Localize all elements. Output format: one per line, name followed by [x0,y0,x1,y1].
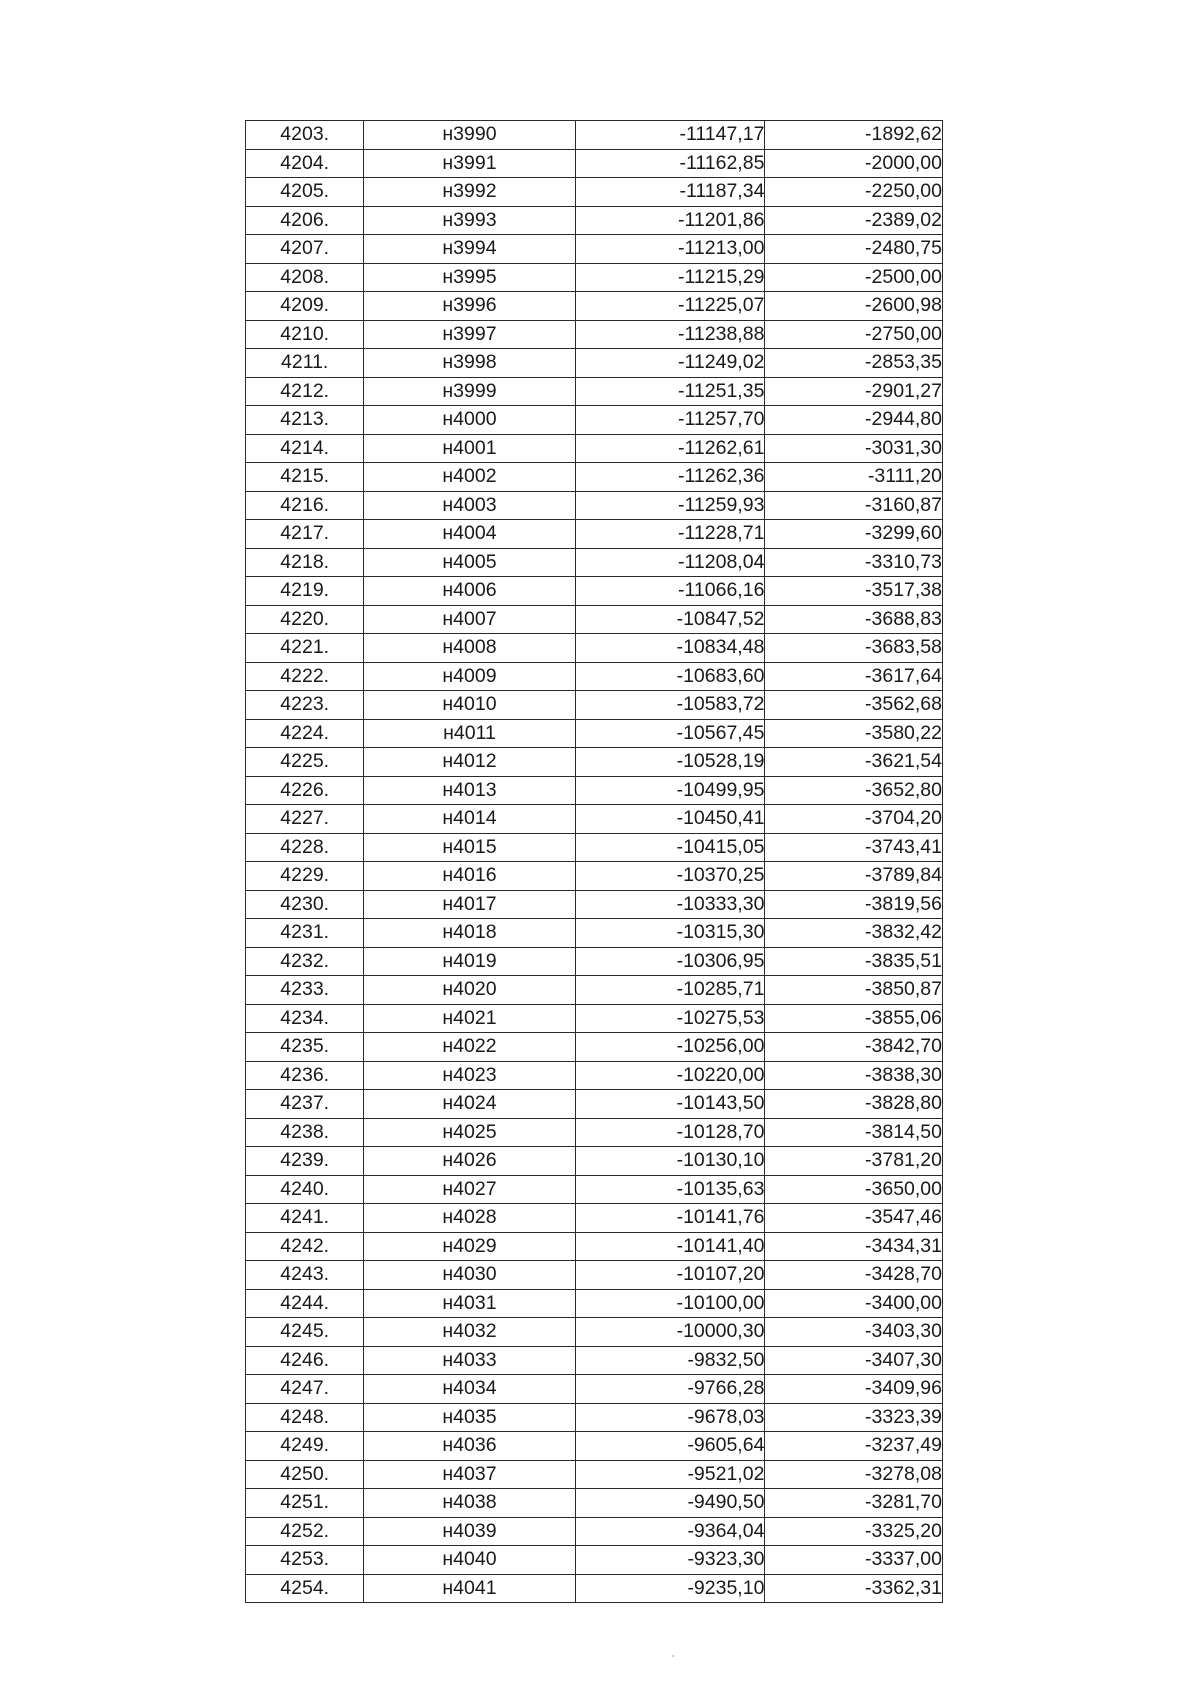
point-name-cell: н4022 [364,1033,575,1062]
y-coordinate-cell: -3828,80 [765,1090,943,1119]
point-name-cell: н4017 [364,890,575,919]
y-coordinate-cell: -3743,41 [765,833,943,862]
point-number-cell: 4247. [246,1375,364,1404]
y-coordinate-cell: -3814,50 [765,1118,943,1147]
point-name-cell: н3994 [364,235,575,264]
table-row [246,1175,943,1204]
x-coordinate-cell: -11162,85 [575,149,765,178]
point-number-cell: 4203. [246,121,364,150]
point-name-cell: н4020 [364,976,575,1005]
table-row [246,349,943,378]
table-row [246,1403,943,1432]
table-row [246,1090,943,1119]
point-number-cell: 4251. [246,1489,364,1518]
y-coordinate-cell: -2500,00 [765,263,943,292]
x-coordinate-cell: -9323,30 [575,1546,765,1575]
y-coordinate-cell: -3650,00 [765,1175,943,1204]
y-coordinate-cell: -3400,00 [765,1289,943,1318]
table-row [246,377,943,406]
table-row [246,577,943,606]
y-coordinate-cell: -3278,08 [765,1460,943,1489]
point-number-cell: 4232. [246,947,364,976]
y-coordinate-cell: -3325,20 [765,1517,943,1546]
y-coordinate-cell: -3855,06 [765,1004,943,1033]
x-coordinate-cell: -10256,00 [575,1033,765,1062]
point-number-cell: 4210. [246,320,364,349]
y-coordinate-cell: -3547,46 [765,1204,943,1233]
y-coordinate-cell: -3237,49 [765,1432,943,1461]
point-name-cell: н4035 [364,1403,575,1432]
point-name-cell: н4028 [364,1204,575,1233]
point-number-cell: 4233. [246,976,364,1005]
x-coordinate-cell: -10499,95 [575,776,765,805]
y-coordinate-cell: -2853,35 [765,349,943,378]
x-coordinate-cell: -11249,02 [575,349,765,378]
table-row [246,149,943,178]
point-name-cell: н3998 [364,349,575,378]
x-coordinate-cell: -11215,29 [575,263,765,292]
point-name-cell: н4015 [364,833,575,862]
table-row [246,121,943,150]
x-coordinate-cell: -10141,76 [575,1204,765,1233]
table-row [246,776,943,805]
point-name-cell: н4013 [364,776,575,805]
y-coordinate-cell: -1892,62 [765,121,943,150]
point-name-cell: н4018 [364,919,575,948]
point-number-cell: 4228. [246,833,364,862]
point-number-cell: 4208. [246,263,364,292]
x-coordinate-cell: -10315,30 [575,919,765,948]
point-name-cell: н4007 [364,605,575,634]
x-coordinate-cell: -10567,45 [575,719,765,748]
point-name-cell: н4033 [364,1346,575,1375]
table-row [246,1289,943,1318]
x-coordinate-cell: -9364,04 [575,1517,765,1546]
point-number-cell: 4241. [246,1204,364,1233]
point-number-cell: 4237. [246,1090,364,1119]
point-name-cell: н4038 [364,1489,575,1518]
point-number-cell: 4248. [246,1403,364,1432]
table-row [246,292,943,321]
y-coordinate-cell: -2901,27 [765,377,943,406]
table-row [246,1517,943,1546]
point-number-cell: 4217. [246,520,364,549]
point-number-cell: 4212. [246,377,364,406]
point-name-cell: н4023 [364,1061,575,1090]
table-row [246,919,943,948]
table-row [246,520,943,549]
point-name-cell: н3992 [364,178,575,207]
x-coordinate-cell: -10306,95 [575,947,765,976]
point-name-cell: н3990 [364,121,575,150]
table-row [246,1489,943,1518]
x-coordinate-cell: -9235,10 [575,1574,765,1603]
y-coordinate-cell: -3580,22 [765,719,943,748]
point-name-cell: н4029 [364,1232,575,1261]
x-coordinate-cell: -11066,16 [575,577,765,606]
table-row [246,1232,943,1261]
x-coordinate-cell: -10141,40 [575,1232,765,1261]
point-number-cell: 4240. [246,1175,364,1204]
table-row [246,1147,943,1176]
x-coordinate-cell: -10130,10 [575,1147,765,1176]
point-name-cell: н4031 [364,1289,575,1318]
point-number-cell: 4224. [246,719,364,748]
point-name-cell: н4001 [364,434,575,463]
point-number-cell: 4235. [246,1033,364,1062]
x-coordinate-cell: -10415,05 [575,833,765,862]
y-coordinate-cell: -3842,70 [765,1033,943,1062]
point-name-cell: н4003 [364,491,575,520]
point-number-cell: 4249. [246,1432,364,1461]
point-name-cell: н4037 [364,1460,575,1489]
table-row [246,1346,943,1375]
point-number-cell: 4246. [246,1346,364,1375]
x-coordinate-cell: -11262,36 [575,463,765,492]
table-row [246,434,943,463]
point-number-cell: 4220. [246,605,364,634]
x-coordinate-cell: -11238,88 [575,320,765,349]
y-coordinate-cell: -3781,20 [765,1147,943,1176]
x-coordinate-cell: -9490,50 [575,1489,765,1518]
point-number-cell: 4222. [246,662,364,691]
point-name-cell: н4034 [364,1375,575,1404]
point-number-cell: 4226. [246,776,364,805]
point-name-cell: н4002 [364,463,575,492]
point-number-cell: 4229. [246,862,364,891]
x-coordinate-cell: -11228,71 [575,520,765,549]
y-coordinate-cell: -3704,20 [765,805,943,834]
table-row [246,691,943,720]
point-number-cell: 4252. [246,1517,364,1546]
x-coordinate-cell: -11147,17 [575,121,765,150]
x-coordinate-cell: -10220,00 [575,1061,765,1090]
table-row [246,178,943,207]
point-number-cell: 4218. [246,548,364,577]
y-coordinate-cell: -3562,68 [765,691,943,720]
point-name-cell: н3997 [364,320,575,349]
point-name-cell: н3996 [364,292,575,321]
table-row [246,1432,943,1461]
point-name-cell: н4032 [364,1318,575,1347]
point-name-cell: н3991 [364,149,575,178]
point-name-cell: н4010 [364,691,575,720]
table-row [246,947,943,976]
y-coordinate-cell: -3683,58 [765,634,943,663]
point-number-cell: 4215. [246,463,364,492]
point-name-cell: н4000 [364,406,575,435]
point-number-cell: 4214. [246,434,364,463]
table-row [246,605,943,634]
table-row [246,235,943,264]
table-row [246,662,943,691]
point-number-cell: 4223. [246,691,364,720]
point-name-cell: н3999 [364,377,575,406]
point-number-cell: 4242. [246,1232,364,1261]
y-coordinate-cell: -3789,84 [765,862,943,891]
point-number-cell: 4216. [246,491,364,520]
y-coordinate-cell: -3838,30 [765,1061,943,1090]
coordinates-table [245,120,943,1603]
table-row [246,406,943,435]
x-coordinate-cell: -11251,35 [575,377,765,406]
y-coordinate-cell: -2944,80 [765,406,943,435]
table-row [246,805,943,834]
point-number-cell: 4221. [246,634,364,663]
y-coordinate-cell: -2250,00 [765,178,943,207]
point-number-cell: 4236. [246,1061,364,1090]
y-coordinate-cell: -2600,98 [765,292,943,321]
point-name-cell: н3995 [364,263,575,292]
y-coordinate-cell: -3835,51 [765,947,943,976]
y-coordinate-cell: -3111,20 [765,463,943,492]
y-coordinate-cell: -3832,42 [765,919,943,948]
point-number-cell: 4211. [246,349,364,378]
point-name-cell: н4040 [364,1546,575,1575]
x-coordinate-cell: -10275,53 [575,1004,765,1033]
y-coordinate-cell: -3310,73 [765,548,943,577]
table-row [246,1574,943,1603]
point-number-cell: 4238. [246,1118,364,1147]
y-coordinate-cell: -3403,30 [765,1318,943,1347]
y-coordinate-cell: -3850,87 [765,976,943,1005]
x-coordinate-cell: -10100,00 [575,1289,765,1318]
point-name-cell: н4012 [364,748,575,777]
x-coordinate-cell: -10285,71 [575,976,765,1005]
point-name-cell: н4039 [364,1517,575,1546]
point-number-cell: 4207. [246,235,364,264]
x-coordinate-cell: -10370,25 [575,862,765,891]
point-name-cell: н4019 [364,947,575,976]
point-number-cell: 4254. [246,1574,364,1603]
table-row [246,320,943,349]
x-coordinate-cell: -11187,34 [575,178,765,207]
x-coordinate-cell: -9832,50 [575,1346,765,1375]
point-name-cell: н4024 [364,1090,575,1119]
table-row [246,1033,943,1062]
y-coordinate-cell: -3428,70 [765,1261,943,1290]
x-coordinate-cell: -10143,50 [575,1090,765,1119]
table-row [246,491,943,520]
table-row [246,1204,943,1233]
point-number-cell: 4230. [246,890,364,919]
x-coordinate-cell: -10683,60 [575,662,765,691]
y-coordinate-cell: -3819,56 [765,890,943,919]
x-coordinate-cell: -9521,02 [575,1460,765,1489]
table-row [246,263,943,292]
point-name-cell: н4021 [364,1004,575,1033]
y-coordinate-cell: -3621,54 [765,748,943,777]
point-name-cell: н4014 [364,805,575,834]
table-row [246,548,943,577]
point-name-cell: н4005 [364,548,575,577]
x-coordinate-cell: -11257,70 [575,406,765,435]
point-number-cell: 4213. [246,406,364,435]
point-number-cell: 4250. [246,1460,364,1489]
point-number-cell: 4209. [246,292,364,321]
point-number-cell: 4231. [246,919,364,948]
x-coordinate-cell: -10333,30 [575,890,765,919]
point-name-cell: н4036 [364,1432,575,1461]
point-name-cell: н4041 [364,1574,575,1603]
table-row [246,748,943,777]
table-row [246,1318,943,1347]
point-number-cell: 4219. [246,577,364,606]
x-coordinate-cell: -11213,00 [575,235,765,264]
y-coordinate-cell: -3409,96 [765,1375,943,1404]
point-name-cell: н4027 [364,1175,575,1204]
x-coordinate-cell: -10107,20 [575,1261,765,1290]
point-number-cell: 4225. [246,748,364,777]
point-number-cell: 4245. [246,1318,364,1347]
point-name-cell: н4030 [364,1261,575,1290]
point-number-cell: 4227. [246,805,364,834]
x-coordinate-cell: -10528,19 [575,748,765,777]
y-coordinate-cell: -3434,31 [765,1232,943,1261]
y-coordinate-cell: -3160,87 [765,491,943,520]
x-coordinate-cell: -10135,63 [575,1175,765,1204]
point-number-cell: 4234. [246,1004,364,1033]
table-row [246,719,943,748]
x-coordinate-cell: -9766,28 [575,1375,765,1404]
point-number-cell: 4205. [246,178,364,207]
y-coordinate-cell: -3617,64 [765,662,943,691]
x-coordinate-cell: -9605,64 [575,1432,765,1461]
x-coordinate-cell: -11259,93 [575,491,765,520]
x-coordinate-cell: -9678,03 [575,1403,765,1432]
point-name-cell: н4004 [364,520,575,549]
x-coordinate-cell: -11262,61 [575,434,765,463]
table-row [246,976,943,1005]
y-coordinate-cell: -3362,31 [765,1574,943,1603]
x-coordinate-cell: -10847,52 [575,605,765,634]
y-coordinate-cell: -2480,75 [765,235,943,264]
x-coordinate-cell: -10583,72 [575,691,765,720]
table-row [246,1460,943,1489]
table-row [246,206,943,235]
point-name-cell: н4026 [364,1147,575,1176]
table-row [246,1118,943,1147]
x-coordinate-cell: -11208,04 [575,548,765,577]
point-number-cell: 4244. [246,1289,364,1318]
x-coordinate-cell: -11201,86 [575,206,765,235]
x-coordinate-cell: -10450,41 [575,805,765,834]
y-coordinate-cell: -3031,30 [765,434,943,463]
table-row [246,890,943,919]
table-row [246,634,943,663]
x-coordinate-cell: -10000,30 [575,1318,765,1347]
y-coordinate-cell: -2389,02 [765,206,943,235]
x-coordinate-cell: -10128,70 [575,1118,765,1147]
table-row [246,1261,943,1290]
point-number-cell: 4206. [246,206,364,235]
y-coordinate-cell: -3517,38 [765,577,943,606]
y-coordinate-cell: -2750,00 [765,320,943,349]
table-row [246,862,943,891]
table-row [246,463,943,492]
point-name-cell: н3993 [364,206,575,235]
point-name-cell: н4009 [364,662,575,691]
x-coordinate-cell: -10834,48 [575,634,765,663]
scan-speck [672,1655,674,1657]
point-name-cell: н4011 [364,719,575,748]
y-coordinate-cell: -3323,39 [765,1403,943,1432]
y-coordinate-cell: -3299,60 [765,520,943,549]
table-row [246,1061,943,1090]
y-coordinate-cell: -3407,30 [765,1346,943,1375]
point-number-cell: 4239. [246,1147,364,1176]
point-number-cell: 4243. [246,1261,364,1290]
y-coordinate-cell: -2000,00 [765,149,943,178]
y-coordinate-cell: -3652,80 [765,776,943,805]
coordinates-table-body [246,121,943,1603]
point-name-cell: н4016 [364,862,575,891]
y-coordinate-cell: -3337,00 [765,1546,943,1575]
table-row [246,1004,943,1033]
y-coordinate-cell: -3281,70 [765,1489,943,1518]
point-name-cell: н4008 [364,634,575,663]
table-row [246,1546,943,1575]
point-name-cell: н4025 [364,1118,575,1147]
point-number-cell: 4253. [246,1546,364,1575]
point-number-cell: 4204. [246,149,364,178]
point-name-cell: н4006 [364,577,575,606]
x-coordinate-cell: -11225,07 [575,292,765,321]
y-coordinate-cell: -3688,83 [765,605,943,634]
table-row [246,1375,943,1404]
table-row [246,833,943,862]
